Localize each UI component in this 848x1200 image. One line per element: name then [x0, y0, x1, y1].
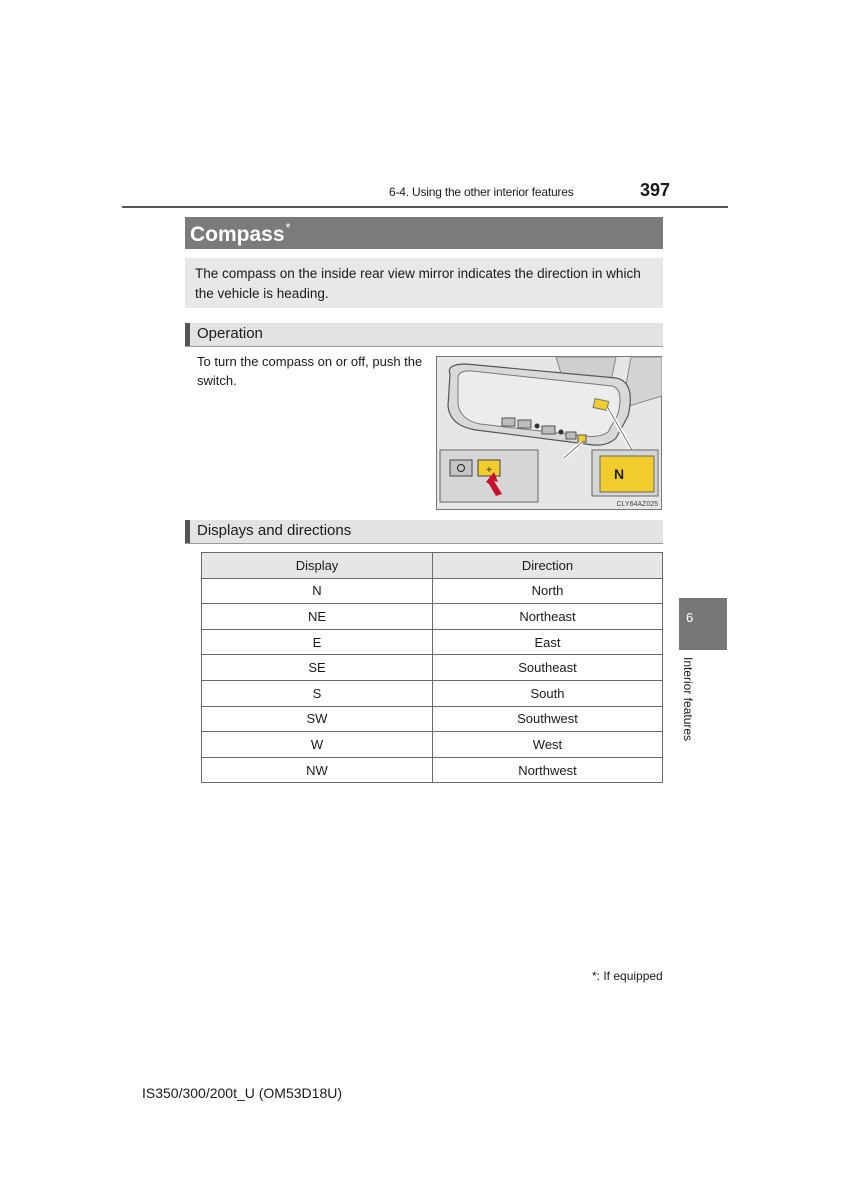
header-divider	[122, 206, 728, 208]
display-cell: SW	[202, 706, 433, 732]
mirror-sensor	[559, 430, 564, 435]
display-cell: NE	[202, 604, 433, 630]
direction-cell: North	[433, 578, 663, 604]
footnote: *: If equipped	[592, 969, 663, 983]
document-code: IS350/300/200t_U (OM53D18U)	[142, 1085, 342, 1101]
section-marker	[185, 323, 190, 346]
direction-cell: Northwest	[433, 757, 663, 783]
header-section-title: 6-4. Using the other interior features	[389, 185, 574, 199]
compass-switch	[578, 435, 586, 442]
display-cell: S	[202, 680, 433, 706]
display-cell: N	[202, 578, 433, 604]
figure-code: CLY64AZ025	[616, 501, 658, 508]
display-cell: NW	[202, 757, 433, 783]
svg-text:+: +	[486, 465, 492, 476]
direction-cell: West	[433, 732, 663, 758]
section-head-displays	[185, 520, 663, 544]
power-button	[450, 460, 472, 476]
direction-cell: East	[433, 629, 663, 655]
table-row	[202, 732, 663, 758]
section-title-displays: Displays and directions	[197, 522, 352, 539]
operation-text: To turn the compass on or off, push the switch.	[197, 354, 423, 388]
direction-cell: Northeast	[433, 604, 663, 630]
table-row	[202, 680, 663, 706]
chapter-label: Interior features	[681, 657, 695, 742]
table-row	[202, 629, 663, 655]
mirror-sensor	[535, 424, 540, 429]
mirror-button	[518, 420, 531, 428]
mirror-button	[566, 432, 576, 439]
section-title-operation: Operation	[197, 325, 263, 342]
directions-table	[201, 552, 663, 783]
table-row	[202, 757, 663, 783]
page-title-text: Compass	[190, 223, 285, 246]
column-header: Direction	[433, 553, 663, 579]
compass-display	[600, 456, 654, 492]
table-row	[202, 706, 663, 732]
if-equipped-mark: *	[285, 220, 291, 235]
chapter-tab[interactable]	[679, 598, 727, 650]
display-cell: SE	[202, 655, 433, 681]
table-row	[202, 578, 663, 604]
column-header: Display	[202, 553, 433, 579]
title-bar	[185, 217, 663, 249]
direction-cell: Southwest	[433, 706, 663, 732]
page-number: 397	[640, 180, 671, 200]
mirror-button	[502, 418, 515, 426]
compass-display-text: N	[614, 466, 625, 482]
mirror-button	[542, 426, 555, 434]
direction-cell: Southeast	[433, 655, 663, 681]
chapter-number: 6	[686, 610, 694, 625]
section-head-operation	[185, 323, 663, 347]
direction-cell: South	[433, 680, 663, 706]
display-cell: W	[202, 732, 433, 758]
display-cell: E	[202, 629, 433, 655]
table-header-row	[202, 553, 663, 579]
intro-box: The compass on the inside rear view mirror indicates the direction in which the vehicle is heading.	[185, 258, 663, 308]
table-row	[202, 604, 663, 630]
section-marker	[185, 520, 190, 543]
mirror-switch-figure	[436, 356, 662, 510]
table-row	[202, 655, 663, 681]
page-title	[190, 220, 291, 247]
